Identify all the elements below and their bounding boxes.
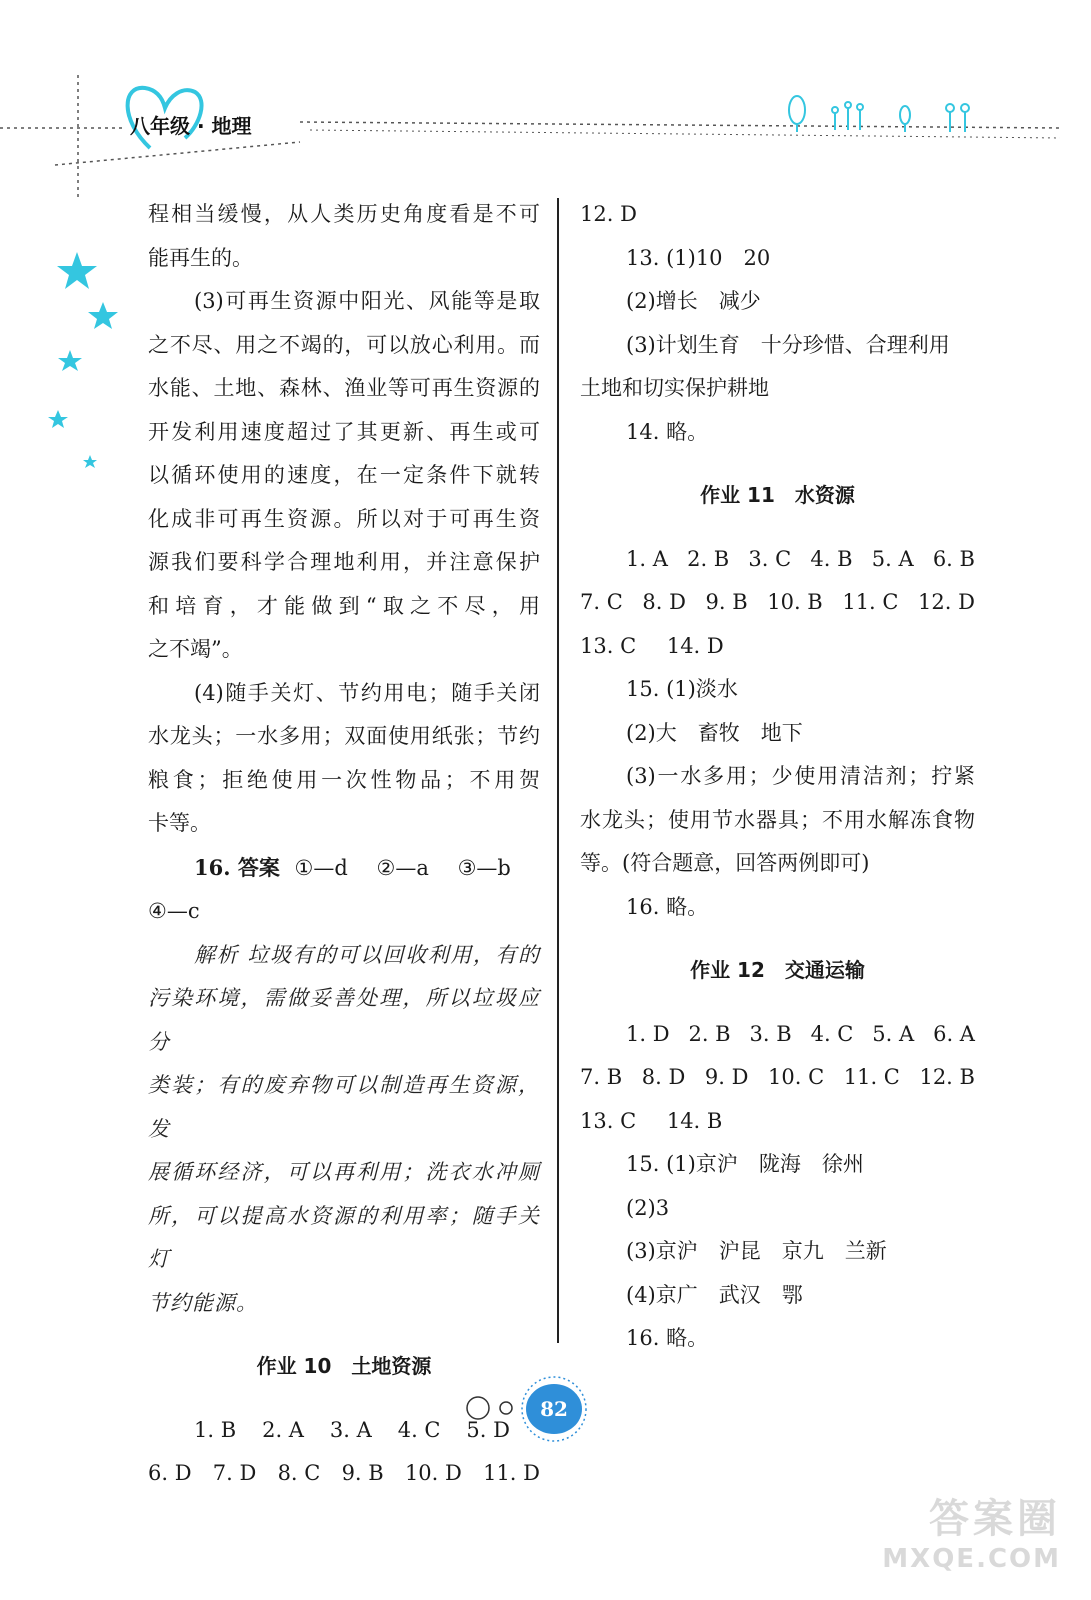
star-icon — [58, 350, 82, 371]
text-line: (2)3 — [626, 1195, 670, 1220]
text-line: 粮食；拒绝使用一次性物品；不用贺 — [148, 767, 540, 792]
header-decoration — [0, 0, 1091, 200]
star-icon — [57, 252, 97, 289]
analysis-line: 污染环境，需做妥善处理，所以垃圾应分 — [148, 986, 540, 1054]
text-line: (2)增长 减少 — [626, 289, 761, 313]
text-line: 12. D — [580, 202, 637, 226]
text-line: 等。(符合题意，回答两例即可) — [580, 851, 870, 875]
text-line: (3)京沪 沪昆 京九 兰新 — [626, 1239, 887, 1263]
star-icon — [83, 455, 97, 468]
text-line: 13. (1)10 20 — [626, 245, 771, 270]
answer-row: 7. C 8. D 9. B 10. B 11. C 12. D — [580, 590, 975, 614]
answer-row: 6. D 7. D 8. C 9. B 10. D 11. D — [148, 1461, 540, 1485]
plant-icon — [789, 96, 969, 132]
watermark: 答案圈 MXQE.COM — [882, 1496, 1061, 1574]
column-divider — [557, 198, 559, 1343]
text-line: 之不竭”。 — [148, 637, 243, 661]
section-heading: 作业 12 交通运输 — [690, 958, 865, 982]
text-line: 开发利用速度超过了其更新、再生或可 — [148, 419, 540, 444]
text-line: 卡等。 — [148, 811, 211, 835]
text-line: (3)一水多用；少使用清洁剂；拧紧 — [626, 764, 975, 788]
text-line: (3)可再生资源中阳光、风能等是取 — [194, 289, 540, 313]
text-line: 和培育，才能做到“取之不尽，用 — [148, 593, 540, 618]
text-line: 15. (1)京沪 陇海 徐州 — [626, 1152, 864, 1176]
right-column — [580, 193, 975, 1361]
answer-row: 1. D 2. B 3. B 4. C 5. A 6. A — [626, 1021, 975, 1046]
answer-row: 1. B 2. A 3. A 4. C 5. D — [194, 1417, 510, 1442]
text-line: (4)随手关灯、节约用电；随手关闭 — [194, 680, 540, 705]
analysis-line: 展循环经济，可以再利用；洗衣水冲厕 — [148, 1160, 540, 1184]
section-heading: 作业 10 土地资源 — [256, 1354, 432, 1378]
text-line: 土地和切实保护耕地 — [580, 376, 769, 400]
star-icon — [88, 302, 118, 329]
text-line: 能再生的。 — [148, 245, 253, 270]
star-decoration — [0, 240, 140, 740]
page-header-title: 八年级 · 地理 — [130, 114, 252, 138]
answer-label: 16. 答案 — [194, 854, 280, 880]
text-line: 16. 略。 — [626, 894, 709, 919]
left-column — [148, 193, 540, 1496]
analysis-line: 所，可以提高水资源的利用率；随手关灯 — [148, 1203, 540, 1271]
answer-row: 7. B 8. D 9. D 10. C 11. C 12. B — [580, 1065, 975, 1089]
analysis-line: 类装；有的废弃物可以制造再生资源，发 — [148, 1073, 540, 1141]
section-heading: 作业 11 水资源 — [700, 483, 855, 507]
answer-row: 13. C 14. B — [580, 1108, 723, 1133]
page-number: 82 — [526, 1384, 582, 1434]
text-line: 之不尽、用之不竭的，可以放心利用。而 — [148, 332, 540, 357]
text-line: 14. 略。 — [626, 419, 709, 444]
text-line: (4)京广 武汉 鄂 — [626, 1282, 803, 1307]
text-line: 以循环使用的速度，在一定条件下就转 — [148, 463, 540, 487]
text-line: 15. (1)淡水 — [626, 677, 738, 701]
answer-row: 1. A 2. B 3. C 4. B 5. A 6. B — [626, 546, 975, 571]
text-line: 源我们要科学合理地利用，并注意保护 — [148, 550, 540, 574]
text-line: 水能、土地、森林、渔业等可再生资源的 — [148, 376, 540, 400]
text-line: (2)大 畜牧 地下 — [626, 720, 803, 745]
text-line: 水龙头；一水多用；双面使用纸张；节约 — [148, 724, 540, 748]
analysis-line: 解析 垃圾有的可以回收利用，有的 — [194, 942, 540, 967]
text-line: 水龙头；使用节水器具；不用水解冻食物 — [580, 807, 975, 832]
text-line: 程相当缓慢，从人类历史角度看是不可 — [148, 202, 540, 226]
text-line: (3)计划生育 十分珍惜、合理利用 — [626, 332, 950, 357]
text-line: 16. 略。 — [626, 1326, 709, 1350]
answer-16: 16. 答案 ①—d ②—a ③—b — [194, 854, 511, 880]
answer-row: 13. C 14. D — [580, 633, 724, 658]
star-icon — [48, 410, 68, 428]
analysis-line: 节约能源。 — [148, 1290, 258, 1315]
text-line: 化成非可再生资源。所以对于可再生资 — [148, 506, 540, 531]
text-line: ④—c — [148, 899, 200, 923]
